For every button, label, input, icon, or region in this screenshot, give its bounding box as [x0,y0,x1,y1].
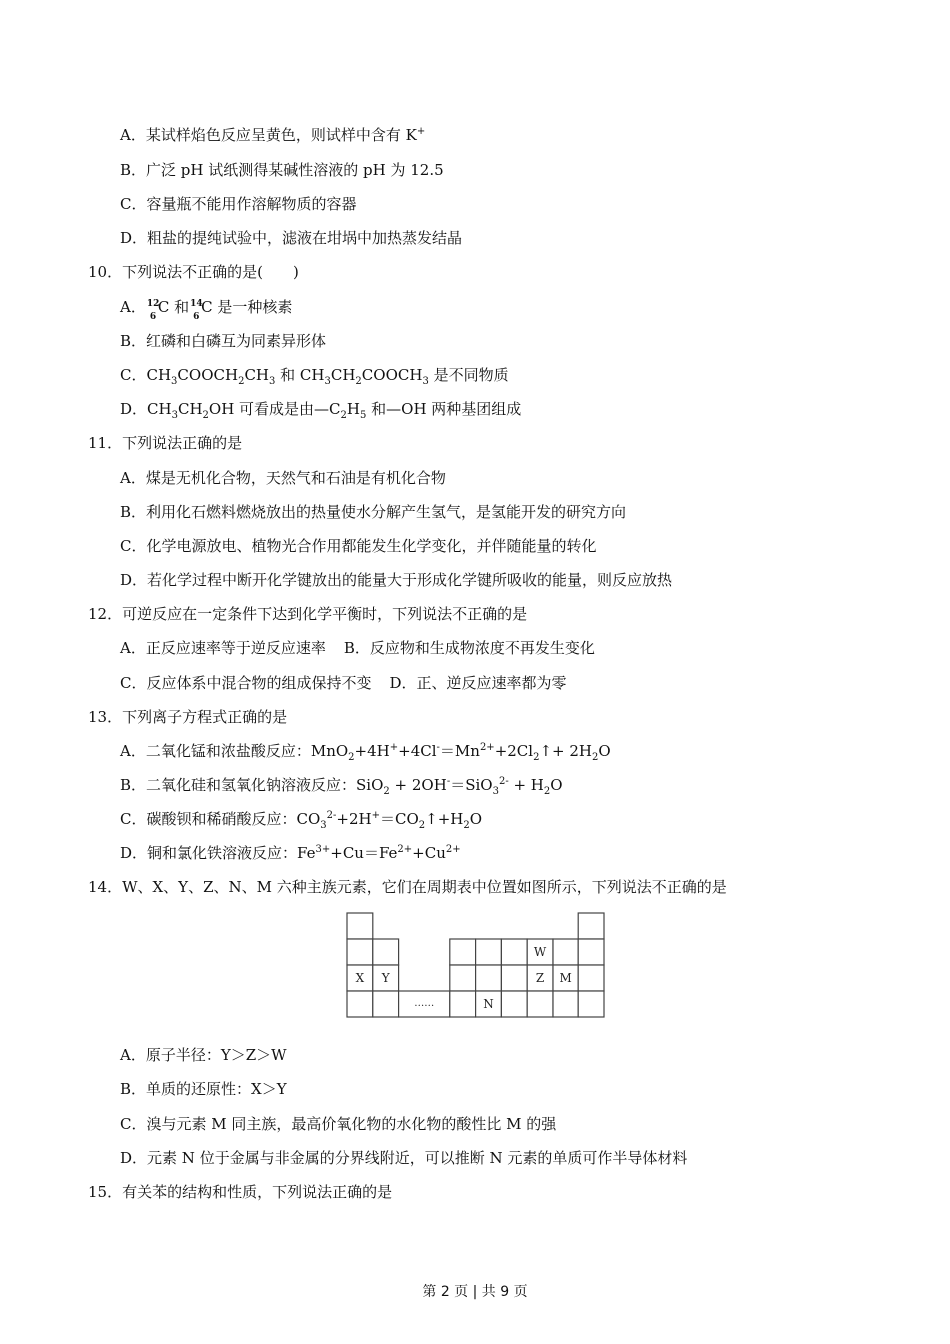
cell-r4-c2 [373,991,399,1017]
page-footer: 第 2 页 | 共 9 页 [422,1284,528,1300]
q10-stem: 10．下列说法不正确的是( ) [88,263,299,281]
q13-option-a: A．二氧化锰和浓盐酸反应：$MnO_2+4H^++4Cl^-=Mn^{2+}+2Cl_2↑+ 2H_2O$ [120,742,611,763]
cell-r3-c18 [578,965,604,991]
cell-r2-c1 [347,939,373,965]
cell-r4-c17 [553,991,578,1017]
q15-stem: 15．有关苯的结构和性质，下列说法正确的是 [88,1183,393,1201]
q11-option-d: D．若化学过程中断开化学键放出的能量大于形成化学键所吸收的能量，则反应放热 [120,571,673,589]
q12-option-a: A．正反应速率等于逆反应速率 [120,639,326,657]
q12-options-ab [120,638,595,658]
cell-r4-c16 [527,991,553,1017]
q9-option-d: D．粗盐的提纯试验中，滤液在坩埚中加热蒸发结晶 [120,229,463,247]
table-ellipsis: …… [414,998,435,1009]
q10-option-a: A． 12 6 C 和 14 6 C 是一种核素 [120,298,293,322]
q11-stem: 11．下列说法正确的是 [88,434,243,452]
element-w: W [533,945,547,959]
cell-r1-c1 [347,913,373,939]
q12-option-b: B．反应物和生成物浓度不再发生变化 [343,639,595,657]
cell-r3-c14 [476,965,502,991]
q10-option-b: B．红磷和白磷互为同素异形体 [120,332,327,350]
periodic-table-figure [346,912,606,1018]
q12-option-c: C．反应体系中混合物的组成保持不变 [120,674,372,692]
q14-option-c: C．溴与元素 M 同主族，最高价氧化物的水化物的酸性比 M 的强 [120,1115,557,1133]
cell-r4-c13 [450,991,476,1017]
cell-r2-c15 [501,939,527,965]
q13-option-d: D．铜和氯化铁溶液反应：$Fe^{3+}+Cu=Fe^{2+}+Cu^{2+}$ [120,844,461,862]
q9-option-b: B．广泛 pH 试纸测得某碱性溶液的 pH 为 12.5 [120,161,444,179]
q12-option-d: D．正、逆反应速率都为零 [389,674,567,692]
cell-r2-c17 [553,939,578,965]
cell-r2-c2 [373,939,399,965]
nuclide-c14: 14 6 [190,299,203,322]
q9-option-a: A．某试样焰色反应呈黄色，则试样中含有 K+ [120,126,426,144]
element-y: Y [381,971,390,985]
cell-r4-c18 [578,991,604,1017]
cell-r3-c13 [450,965,476,991]
element-z: Z [535,971,545,985]
q14-stem: 14．W、X、Y、Z、N、M 六种主族元素，它们在周期表中位置如图所示，下列说法不正确的是 [88,878,727,896]
q14-option-a: A．原子半径：Y＞Z＞W [120,1046,287,1064]
q11-option-b: B．利用化石燃料燃烧放出的热量使水分解产生氢气，是氢能开发的研究方向 [120,503,627,521]
q9-option-c: C．容量瓶不能用作溶解物质的容器 [120,195,357,213]
nuclide-c12: 12 6 [146,299,160,322]
q13-stem: 13．下列离子方程式正确的是 [88,708,288,726]
q11-option-c: C．化学电源放电、植物光合作用都能发生化学变化，并伴随能量的转化 [120,537,597,555]
cell-r2-c18 [578,939,604,965]
cell-r4-c1 [347,991,373,1017]
cell-r2-c14 [476,939,502,965]
cell-r1-c18 [578,913,604,939]
q11-option-a: A．煤是无机化合物，天然气和石油是有机化合物 [120,469,446,487]
q12-options-cd [120,673,567,693]
q14-option-b: B．单质的还原性：X＞Y [120,1080,287,1098]
element-m: M [559,971,572,985]
q13-option-c: C．碳酸钡和稀硝酸反应：$CO_3^{2-}+2H^+=CO_2↑+H_2O$ [120,810,483,831]
q14-option-d: D．元素 N 位于金属与非金属的分界线附近，可以推断 N 元素的单质可作半导体材料 [120,1149,688,1167]
cell-r3-c15 [501,965,527,991]
cell-r4-c15 [501,991,527,1017]
q12-stem: 12．可逆反应在一定条件下达到化学平衡时，下列说法不正确的是 [88,605,528,623]
q10-option-c: C．$CH_3COOCH_2CH_3$ 和 $CH_3CH_2COOCH_3$ 是不同物质 [120,366,509,387]
cell-r2-c13 [450,939,476,965]
element-n: N [483,997,494,1011]
element-x: X [355,971,365,985]
q10-option-d: D．$CH_3CH_2OH$ 可看成是由$—C_2H_5$ 和—OH 两种基团组成 [120,400,522,421]
q13-option-b: B．二氧化硅和氢氧化钠溶液反应：$SiO_2 + 2OH^-=SiO_3^{2-} + H_2O$ [120,776,563,797]
